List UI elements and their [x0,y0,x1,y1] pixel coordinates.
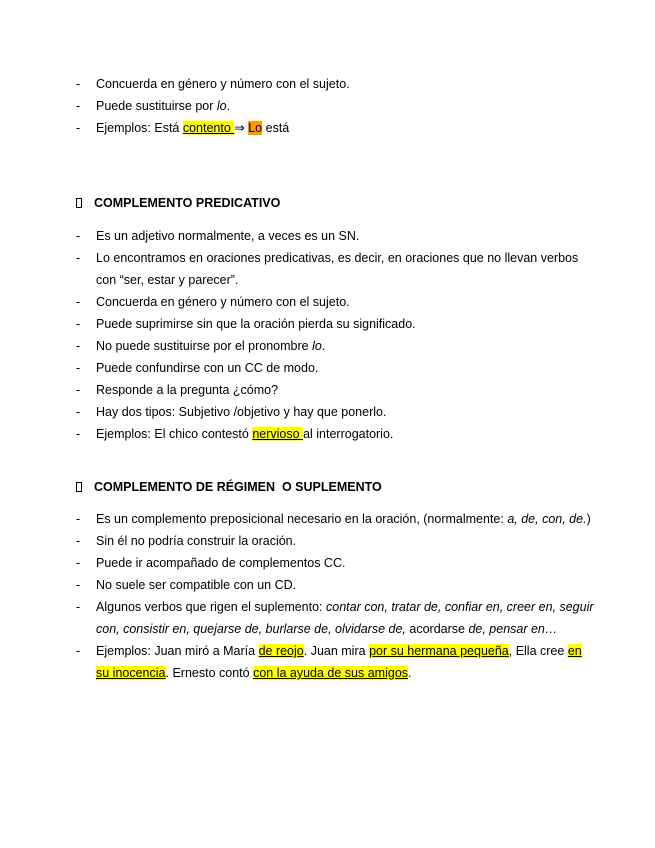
list-item-text: está [262,121,290,135]
list-item-text: Es un complemento preposicional necesario en la oración, (normalmente: [96,512,508,526]
list-item-text: . [321,339,326,353]
list-item-text: Hay dos tipos: Subjetivo /objetivo y hay que ponerlo. [96,405,387,419]
list-item-text: . Ernesto contó [165,666,254,680]
list-item-text: Es un adjetivo normalmente, a veces es un SN. [96,229,360,243]
list-item-text: Concuerda en género y número con el sujeto. [96,295,350,309]
list-item: - Puede sustituirse por lo. [76,99,231,113]
bullet-box-icon [76,198,82,208]
list-item: - Sin él no podría construir la oración. [76,534,297,548]
list-item-text: Algunos verbos que rigen el suplemento: [96,600,327,614]
highlight-orange: Lo [248,121,263,135]
list-item: - Puede suprimirse sin que la oración pierda su significado. [76,317,416,331]
section-title: COMPLEMENTO PREDICATIVO [94,196,281,210]
highlight-yellow: por su hermana pequeña [369,644,509,658]
list-item: - Puede confundirse con un CC de modo. [76,361,319,375]
list-item-text: Puede ir acompañado de complementos CC. [96,556,346,570]
list-item: - Puede ir acompañado de complementos CC. [76,556,346,570]
list-item: - Es un adjetivo normalmente, a veces es un SN. [76,229,360,243]
italic-text: de, pensar en… [468,622,558,636]
list-item-text: . [226,99,231,113]
list-item-text: al interrogatorio. [303,427,394,441]
italic-text: a, de, con, de. [507,512,587,526]
list-item: - Ejemplos: El chico contestó nervioso al interrogatorio. [76,427,394,441]
list-item: - Ejemplos: Está contento ⇒ Lo está [76,121,290,135]
italic-text: lo [216,99,227,113]
list-item: - Concuerda en género y número con el sujeto. [76,77,350,91]
list-item-text: acordarse [405,622,469,636]
list-item-text: No suele ser compatible con un CD. [96,578,297,592]
italic-text: contar con, tratar de, confiar en, creer en, seguir con, consistir en, quejarse de, burlarse de, olvidarse de, [96,600,594,636]
italic-text: lo [312,339,322,353]
highlight-yellow: de reojo [258,644,304,658]
arrow-symbol: ⇒ [234,121,249,135]
list-item-text: Puede sustituirse por [96,99,217,113]
list-item: - Responde a la pregunta ¿cómo? [76,383,279,397]
list-item-text: Ejemplos: Está [96,121,183,135]
section-heading-regimen [76,479,382,495]
list-item: - Es un complemento preposicional necesario en la oración, (normalmente: a, de, con, de.) [76,512,591,526]
list-item: - Lo encontramos en oraciones predicativas, es decir, en oraciones que no llevan verbos con “ser, estar y parecer”. [76,251,579,287]
bullet-box-icon [76,482,82,492]
predicativo-list [76,225,596,445]
list-item-text: . Juan mira [303,644,370,658]
section-heading-predicativo [76,195,280,211]
list-item: - Hay dos tipos: Subjetivo /objetivo y hay que ponerlo. [76,405,387,419]
list-item-text: Sin él no podría construir la oración. [96,534,297,548]
list-item-text: Concuerda en género y número con el sujeto. [96,77,350,91]
intro-list [76,73,596,139]
regimen-list [76,508,596,684]
highlight-yellow: con la ayuda de sus amigos [253,666,409,680]
list-item-text: No puede sustituirse por el pronombre [96,339,313,353]
list-item: - No suele ser compatible con un CD. [76,578,297,592]
list-item: - Algunos verbos que rigen el suplemento: contar con, tratar de, confiar en, creer en, seguir con, consistir en, quejarse de, burlarse de, olvidarse de, acordarse de, pensar en… [76,600,594,636]
highlight-yellow: contento [182,121,235,135]
list-item: - Ejemplos: Juan miró a María de reojo. Juan mira por su hermana pequeña, Ella cree en su inocencia. Ernesto contó con la ayuda de sus amigos. [76,644,582,680]
list-item-text: Responde a la pregunta ¿cómo? [96,383,279,397]
list-item-text: Lo encontramos en oraciones predicativas, es decir, en oraciones que no llevan verbos con “ser, estar y parecer”. [96,251,579,287]
list-item-text: ) [586,512,591,526]
highlight-yellow: nervioso [252,427,304,441]
list-item-text: Puede suprimirse sin que la oración pierda su significado. [96,317,416,331]
list-item-text: Puede confundirse con un CC de modo. [96,361,319,375]
list-item: - Concuerda en género y número con el sujeto. [76,295,350,309]
list-item-text: Ejemplos: Juan miró a María [96,644,259,658]
section-title: COMPLEMENTO DE RÉGIMEN O SUPLEMENTO [94,480,382,494]
highlight-yellow: en su inocencia [96,644,582,680]
list-item-text: Ejemplos: El chico contestó [96,427,253,441]
list-item-text: , Ella cree [508,644,568,658]
list-item-text: . [408,666,412,680]
list-item: - No puede sustituirse por el pronombre lo. [76,339,326,353]
